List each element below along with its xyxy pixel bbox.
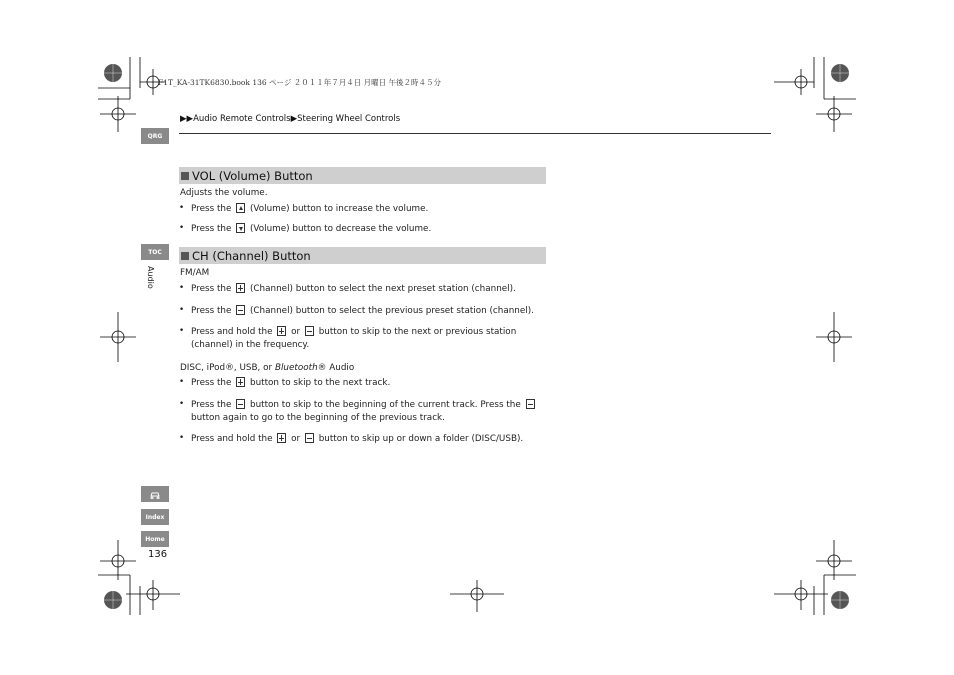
section-label-audio: Audio — [146, 266, 155, 289]
breadcrumb-steering-wheel-controls: Steering Wheel Controls — [297, 114, 401, 124]
vol-section-heading — [179, 167, 546, 184]
breadcrumb-link-audio-remote-controls[interactable]: Audio Remote Controls — [193, 114, 291, 124]
ch-heading-text: CH (Channel) Button — [192, 248, 311, 263]
channel-minus-icon — [236, 305, 245, 315]
channel-plus-icon — [236, 377, 245, 387]
channel-plus-icon — [277, 326, 286, 336]
breadcrumb-arrows: ▶▶ — [180, 114, 194, 124]
disc-label: DISC, iPod®, USB, or Bluetooth® Audio — [180, 363, 355, 373]
index-tab[interactable]: Index — [141, 509, 169, 525]
nav-icon-tab[interactable] — [141, 486, 169, 502]
home-tab[interactable]: Home — [141, 531, 169, 547]
qrg-tab[interactable]: QRG — [141, 128, 169, 144]
print-header: F1T_KA-31TK6830.book 136 ページ ２０１１年７月４日 月曜日 午後２時４５分 — [158, 78, 442, 87]
heading-square-icon — [181, 252, 189, 260]
channel-minus-icon — [305, 326, 314, 336]
channel-plus-icon — [236, 283, 245, 293]
volume-up-icon — [236, 203, 245, 213]
toc-tab[interactable]: TOC — [141, 244, 169, 260]
channel-minus-icon — [526, 399, 535, 409]
volume-down-icon — [236, 223, 245, 233]
channel-minus-icon — [236, 399, 245, 409]
car-icon — [149, 489, 161, 499]
channel-plus-icon — [277, 433, 286, 443]
breadcrumb — [180, 114, 400, 124]
header-rule — [179, 133, 771, 134]
heading-square-icon — [181, 172, 189, 180]
vol-intro: Adjusts the volume. — [180, 188, 268, 198]
page-number: 136 — [148, 549, 168, 560]
vol-heading-text: VOL (Volume) Button — [192, 168, 313, 183]
fm-am-label: FM/AM — [180, 268, 210, 278]
ch-section-heading — [179, 247, 546, 264]
breadcrumb-separator: ▶ — [290, 114, 298, 124]
channel-minus-icon — [305, 433, 314, 443]
